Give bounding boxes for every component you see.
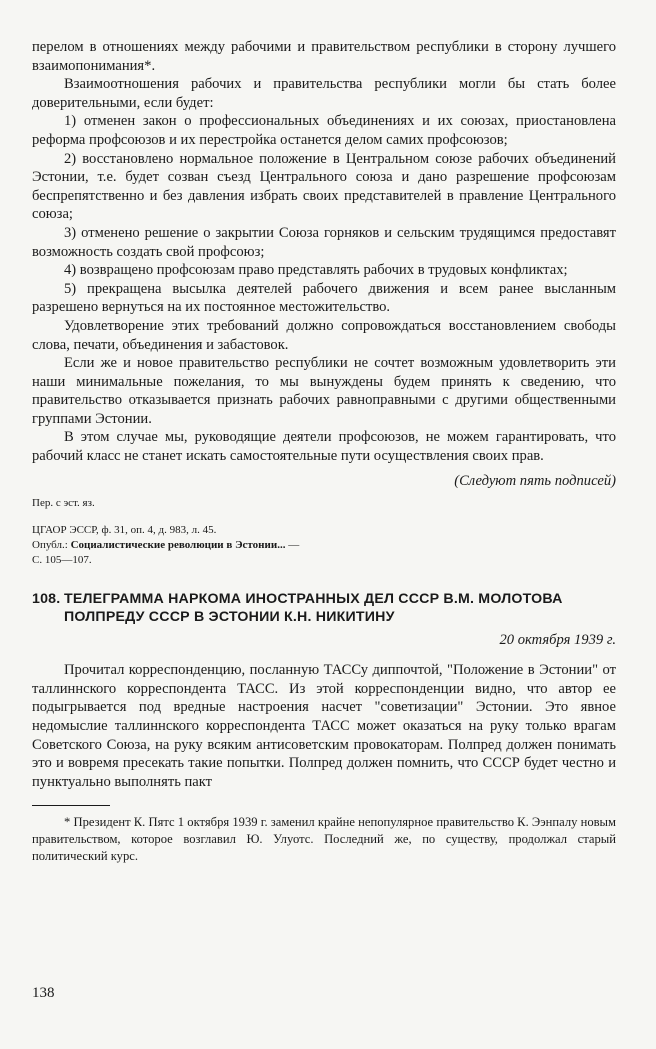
paragraph-warning: Если же и новое правительство республики не сочтет возможным удовлетворить эти наши минимальные пожелания, то мы вынуждены будем принять к сведению, что правительство отказывается признать рабочих равноправными с другими общественными группами Эстонии. [32, 355, 616, 427]
paragraph-conditions-intro: Взаимоотношения рабочих и правительства республики могли бы стать более доверительными, если будет: [32, 76, 616, 111]
condition-item-1: 1) отменен закон о профессиональных объединениях и их союзах, приостановлена реформа профсоюзов и их перестройка останется делом самих профсоюзов; [32, 113, 616, 148]
paragraph-freedoms: Удовлетворение этих требований должно сопровождаться восстановлением свободы слова, печати, объединения и забастовок. [32, 317, 616, 353]
publication-prefix: Опубл.: [32, 539, 71, 552]
publication-title: Социалистические революции в Эстонии... [70, 539, 286, 552]
paragraph-conclusion: В этом случае мы, руководящие деятели профсоюзов, не можем гарантировать, что рабочий класс не станет искать самостоятельные пути осуществления своих прав. [32, 429, 616, 465]
page-number: 138 [32, 985, 55, 1001]
condition-item-5: 5) прекращена высылка деятелей рабочего движения и всем ранее высланным разрешено вернуться на их постоянное местожительство. [32, 280, 616, 316]
footnote-divider [32, 805, 110, 806]
publication-suffix: — [285, 539, 300, 552]
heading-line-2: ПОЛПРЕДУ СССР В ЭСТОНИИ К.Н. НИКИТИНУ [64, 609, 395, 626]
publication-pages: С. 105—107. [32, 554, 92, 567]
document-number: 108. [32, 591, 61, 608]
condition-item-3: 3) отменено решение о закрытии Союза горняков и сельским трудящимся предоставят возможность создать свой профсоюз; [32, 224, 616, 260]
heading-line-1: ТЕЛЕГРАММА НАРКОМА ИНОСТРАННЫХ ДЕЛ СССР В.М. МОЛОТОВА [64, 591, 563, 608]
archive-reference: ЦГАОР ЭССР, ф. 31, оп. 4, д. 983, л. 45. [32, 524, 217, 537]
signatures-note: (Следуют пять подписей) [454, 472, 616, 489]
translation-note: Пер. с эст. яз. [32, 497, 95, 510]
footnote-text: * Президент К. Пятс 1 октября 1939 г. заменил крайне непопулярное правительство К. Ээнпалу новым правительством, которое возглавил Ю. Улуотс. Последний же, по существу, продолжал старый политический курс. [32, 815, 616, 864]
footnote [32, 814, 616, 865]
condition-item-4: 4) возвращено профсоюзам право представлять рабочих в трудовых конфликтах; [64, 262, 568, 279]
document-heading [32, 590, 616, 626]
condition-item-2: 2) восстановлено нормальное положение в Центральном союзе рабочих объединений Эстонии, т.е. будет созван съезд Центрального союза и дано разрешение профсоюзам беспрепятственно и без давления избрать своих представителей в правление Центрального союза; [32, 150, 616, 223]
paragraph-continuation: перелом в отношениях между рабочими и правительством республики в сторону лучшего взаимопонимания*. [32, 39, 616, 74]
telegram-text: Прочитал корреспонденцию, посланную ТАССу диппочтой, "Положение в Эстонии" от таллиннского корреспондента ТАСС. Из этой корреспонденции видно, что автор ее подыгрывается под вредные настроения насчет "советизации" Эстонии. Это явное недомыслие таллиннского корреспондента ТАСС может оказаться на руку только врагам Советского Союза, на руку всяким антисоветским провокаторам. Полпред должен понимать это и вовремя пресекать такие попытки. Полпред должен помнить, что СССР будет честно и пунктуально выполнять пакт [32, 662, 616, 790]
document-date: 20 октября 1939 г. [499, 632, 616, 649]
publication-reference [32, 538, 616, 553]
